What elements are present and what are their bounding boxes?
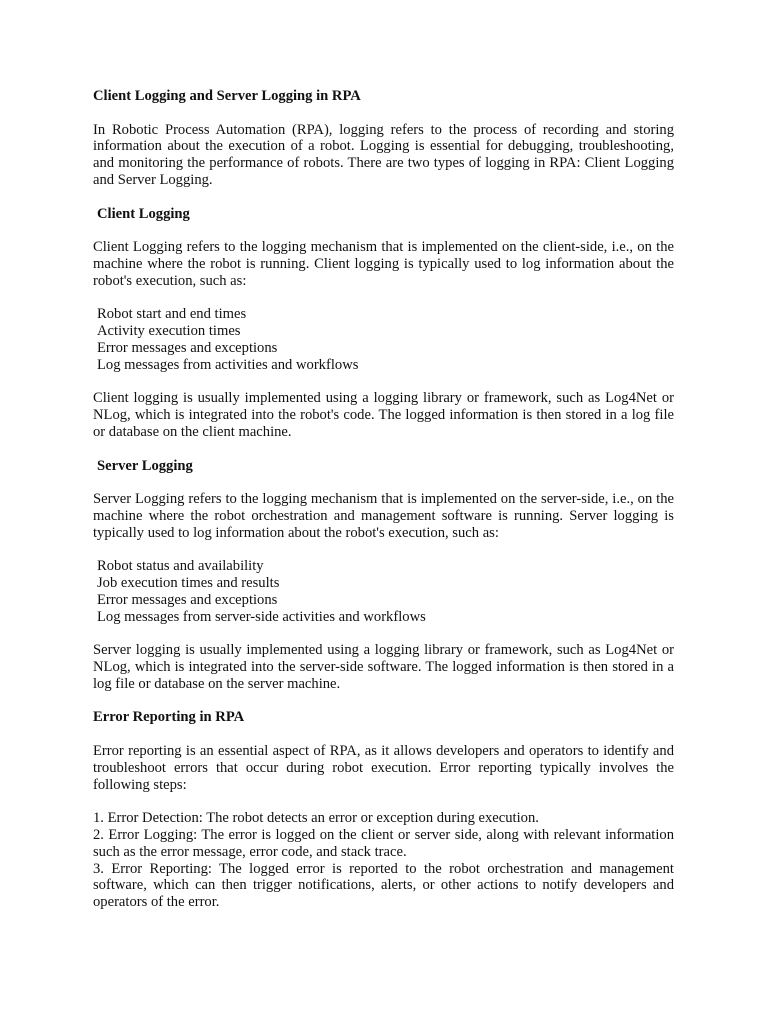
list-item: Robot status and availability — [97, 558, 264, 575]
error-reporting-description: Error reporting is an essential aspect of RPA, as it allows developers and operators to identify and troubleshoot errors that occur during robot execution. Error reporting typically involves the following steps: — [93, 743, 674, 793]
list-item: Error messages and exceptions — [97, 339, 278, 356]
list-item: Activity execution times — [97, 323, 241, 340]
spacer — [93, 441, 674, 458]
server-logging-description: Server Logging refers to the logging mechanism that is implemented on the server-side, i.e., on the machine where the robot orchestration and management software is running. Server logging is typically used to log information about the robot's execution, such as: — [93, 491, 674, 541]
spacer — [93, 189, 674, 206]
spacer — [93, 726, 674, 743]
list-item: Job execution times and results — [97, 575, 280, 592]
document-page — [93, 88, 674, 911]
list-item: Robot start and end times — [97, 306, 247, 323]
client-logging-list — [93, 306, 674, 373]
list-item: Log messages from activities and workflows — [97, 356, 359, 373]
client-logging-heading: Client Logging — [97, 205, 190, 222]
spacer — [93, 474, 674, 491]
document-title: Client Logging and Server Logging in RPA — [93, 88, 361, 104]
list-item: Log messages from server-side activities and workflows — [97, 608, 426, 625]
spacer — [93, 693, 674, 710]
step-item: 3. Error Reporting: The logged error is reported to the robot orchestration and management software, which can then trigger notifications, alerts, or other actions to notify developers and operators of the error. — [93, 860, 674, 911]
spacer — [93, 105, 674, 122]
server-logging-heading: Server Logging — [97, 457, 193, 474]
server-logging-list — [93, 558, 674, 625]
spacer — [93, 374, 674, 391]
spacer — [93, 222, 674, 239]
spacer — [93, 542, 674, 559]
spacer — [93, 626, 674, 643]
client-logging-description: Client Logging refers to the logging mechanism that is implemented on the client-side, i.e., on the machine where the robot is running. Client logging is typically used to log information about the robot's execution, such as: — [93, 239, 674, 289]
error-reporting-steps — [93, 810, 674, 911]
client-logging-implementation: Client logging is usually implemented using a logging library or framework, such as Log4Net or NLog, which is integrated into the robot's code. The logged information is then stored in a log file or database on the client machine. — [93, 390, 674, 440]
server-logging-implementation: Server logging is usually implemented using a logging library or framework, such as Log4Net or NLog, which is integrated into the server-side software. The logged information is then stored in a log file or database on the server machine. — [93, 642, 674, 692]
error-reporting-heading: Error Reporting in RPA — [93, 709, 245, 726]
step-item: 2. Error Logging: The error is logged on the client or server side, along with relevant information such as the error message, error code, and stack trace. — [93, 827, 674, 860]
spacer — [93, 793, 674, 810]
intro-paragraph: In Robotic Process Automation (RPA), logging refers to the process of recording and storing information about the execution of a robot. Logging is essential for debugging, troubleshooting, and monitoring the performance of robots. There are two types of logging in RPA: Client Logging and Server Logging. — [93, 121, 674, 188]
list-item: Error messages and exceptions — [97, 591, 278, 608]
step-item: 1. Error Detection: The robot detects an error or exception during execution. — [93, 810, 539, 827]
spacer — [93, 290, 674, 307]
